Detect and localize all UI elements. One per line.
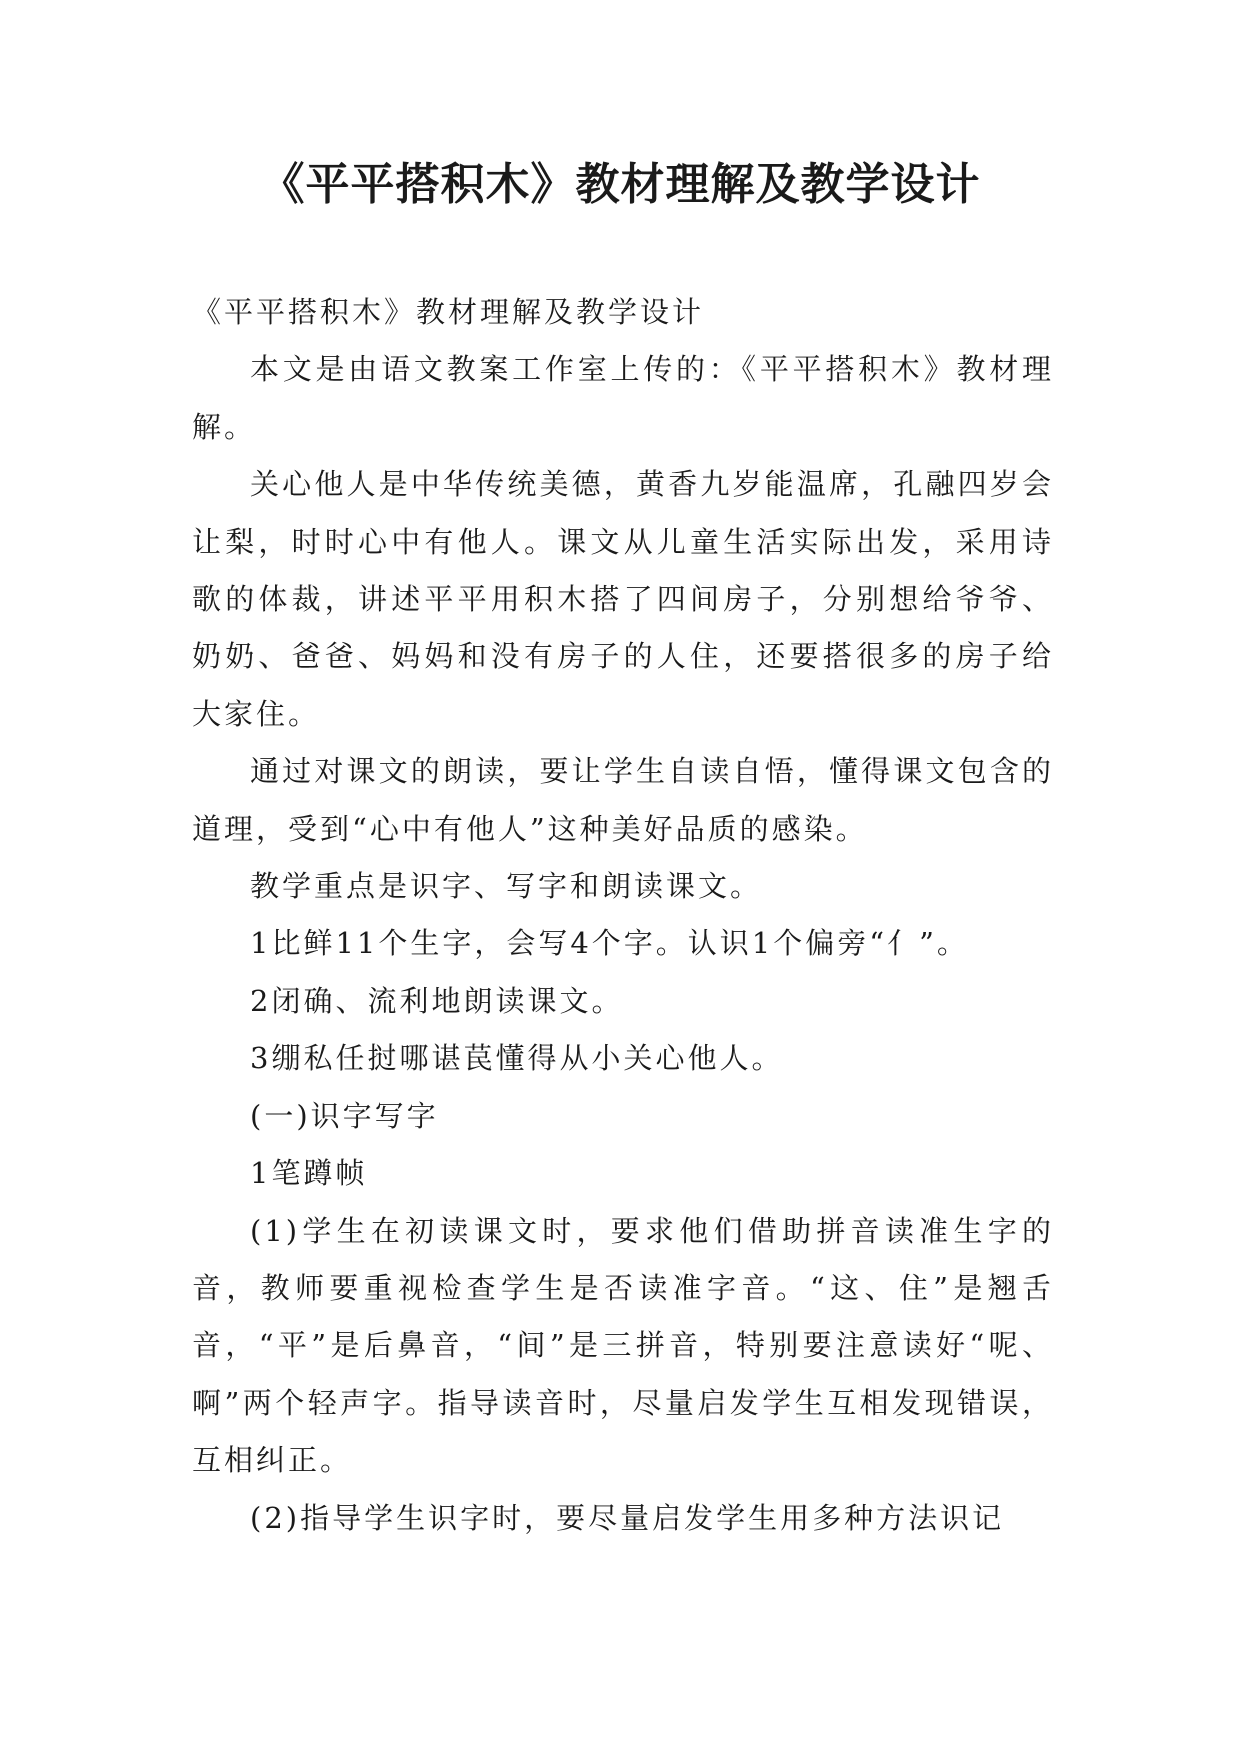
subsection-heading: 1笔蹲帧 [250,1156,368,1191]
paragraph: 通过对课文的朗读，要让学生自读自悟，懂得课文包含的道理，受到“心中有他人”这种美好品质的感染。 [192,754,1054,846]
paragraph: (1)学生在初读课文时，要求他们借助拼音读准生字的音，教师要重视检查学生是否读准字音。“这、住”是翘舌音，“平”是后鼻音，“间”是三拼音，特别要注意读好“呢、啊”两个轻声字。指导读音时，尽量启发学生互相发现错误，互相纠正。 [192,1213,1054,1478]
document-title: 《平平搭积木》教材理解及教学设计 [260,159,981,210]
list-item: 2闭确、流利地朗读课文。 [250,983,624,1018]
paragraph: 教学重点是识字、写字和朗读课文。 [250,869,763,904]
section-heading: (一)识字写字 [250,1098,439,1133]
paragraph: 本文是由语文教案工作室上传的：《平平搭积木》教材理解。 [192,352,1054,444]
document-body [192,284,1054,1547]
paragraph: 《平平搭积木》教材理解及教学设计 [192,295,705,329]
paragraph: 关心他人是中华传统美德，黄香九岁能温席，孔融四岁会让梨，时时心中有他人。课文从儿童生活实际出发，采用诗歌的体裁，讲述平平用积木搭了四间房子，分别想给爷爷、奶奶、爸爸、妈妈和没有房子的人住，还要搭很多的房子给大家住。 [192,467,1054,731]
paragraph: (2)指导学生识字时，要尽量启发学生用多种方法识记 [250,1500,1005,1535]
list-item: 1比鲜11个生字，会写4个字。认识1个偏旁“亻”。 [250,926,969,961]
list-item: 3绷私任挝哪谌苠懂得从小关心他人。 [250,1041,784,1076]
